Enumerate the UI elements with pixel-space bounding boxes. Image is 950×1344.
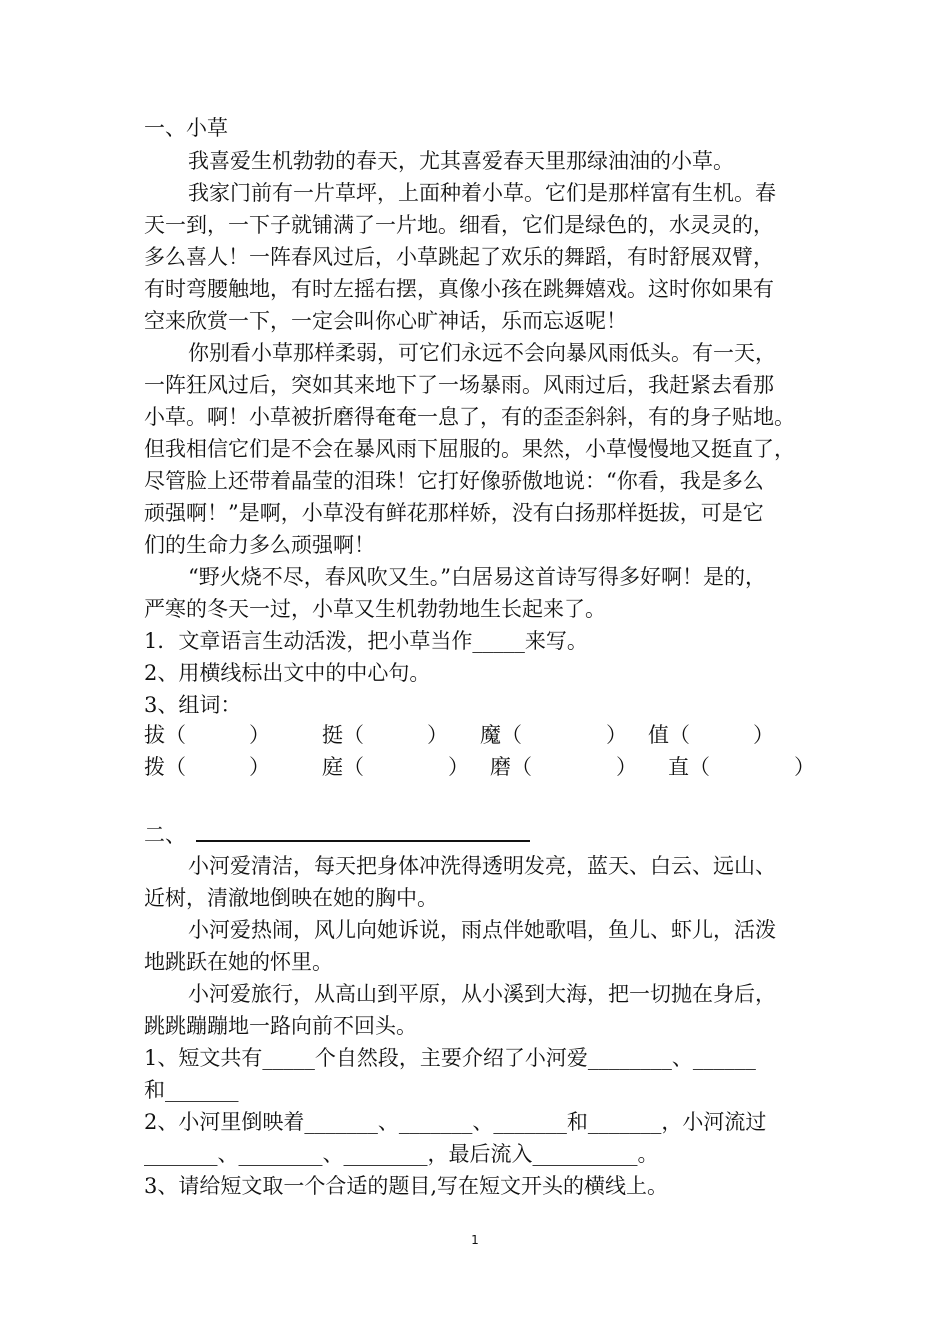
question-1: 1．文章语言生动活泼，把小草当作_____来写。 — [144, 629, 588, 653]
word-blank: 拨（ ） — [144, 755, 270, 779]
paragraph-line: 尽管脸上还带着晶莹的泪珠！它打好像骄傲地说：“你看，我是多么 — [144, 469, 764, 493]
paragraph-line: 近树，清澈地倒映在她的胸中。 — [144, 886, 438, 910]
paragraph-line: 小河爱热闹，风儿向她诉说，雨点伴她歌唱，鱼儿、虾儿，活泼 — [188, 918, 776, 942]
paragraph-line: 们的生命力多么顽强啊！ — [144, 533, 375, 557]
word-blank: 魔（ ） — [480, 723, 627, 747]
section2-heading-row — [144, 818, 824, 850]
paragraph-line: 小草。啊！小草被折磨得奄奄一息了，有的歪歪斜斜，有的身子贴地。 — [144, 405, 795, 429]
section2-heading: 二、 — [144, 823, 186, 847]
paragraph-line: 有时弯腰触地，有时左摇右摆，真像小孩在跳舞嬉戏。这时你如果有 — [144, 277, 774, 301]
paragraph-line: 跳跳蹦蹦地一路向前不回头。 — [144, 1014, 417, 1038]
page-number: 1 — [471, 1233, 479, 1247]
paragraph-line: 我喜爱生机勃勃的春天，尤其喜爱春天里那绿油油的小草。 — [188, 149, 734, 173]
paragraph-line: 多么喜人！一阵春风过后，小草跳起了欢乐的舞蹈，有时舒展双臂， — [144, 245, 774, 269]
question-2: 2、用横线标出文中的中心句。 — [144, 661, 431, 685]
paragraph-line: 但我相信它们是不会在暴风雨下屈服的。果然，小草慢慢地又挺直了， — [144, 437, 795, 461]
question-3: 3、组词： — [144, 693, 242, 717]
paragraph-line: 小河爱清洁，每天把身体冲洗得透明发亮，蓝天、白云、远山、 — [188, 854, 776, 878]
question-1-continued: 和_______ — [144, 1078, 239, 1102]
word-blank: 庭（ ） — [322, 755, 469, 779]
paragraph-line: 我家门前有一片草坪，上面种着小草。它们是那样富有生机。春 — [188, 181, 776, 205]
paragraph-line: 严寒的冬天一过，小草又生机勃勃地生长起来了。 — [144, 597, 606, 621]
word-blank: 磨（ ） — [490, 755, 637, 779]
section1-heading: 一、小草 — [144, 116, 228, 140]
word-blank: 挺（ ） — [322, 723, 448, 747]
paragraph-line: 一阵狂风过后，突如其来地下了一场暴雨。风雨过后，我赶紧去看那 — [144, 373, 774, 397]
paragraph-line: 地跳跃在她的怀里。 — [144, 950, 333, 974]
question-2: 2、小河里倒映着_______、_______、_______和_______，小河流过 — [144, 1110, 767, 1134]
word-blank: 直（ ） — [668, 755, 815, 779]
paragraph-line: “野火烧不尽，春风吹又生。”白居易这首诗写得多好啊！是的， — [188, 565, 766, 589]
question-1: 1、短文共有_____个自然段，主要介绍了小河爱________、______ — [144, 1046, 756, 1070]
word-blank: 值（ ） — [648, 723, 774, 747]
title-blank-line — [196, 818, 530, 842]
paragraph-line: 小河爱旅行，从高山到平原，从小溪到大海，把一切抛在身后， — [188, 982, 776, 1006]
paragraph-line: 空来欣赏一下，一定会叫你心旷神话，乐而忘返呢！ — [144, 309, 627, 333]
paragraph-line: 天一到，一下子就铺满了一片地。细看，它们是绿色的，水灵灵的， — [144, 213, 774, 237]
question-2-continued: _______、________、________，最后流入__________。 — [144, 1142, 659, 1166]
question-3: 3、请给短文取一个合适的题目,写在短文开头的横线上。 — [144, 1174, 669, 1198]
paragraph-line: 顽强啊！”是啊，小草没有鲜花那样娇，没有白扬那样挺拔，可是它 — [144, 501, 764, 525]
paragraph-line: 你别看小草那样柔弱，可它们永远不会向暴风雨低头。有一天， — [188, 341, 776, 365]
word-blank: 拔（ ） — [144, 723, 270, 747]
